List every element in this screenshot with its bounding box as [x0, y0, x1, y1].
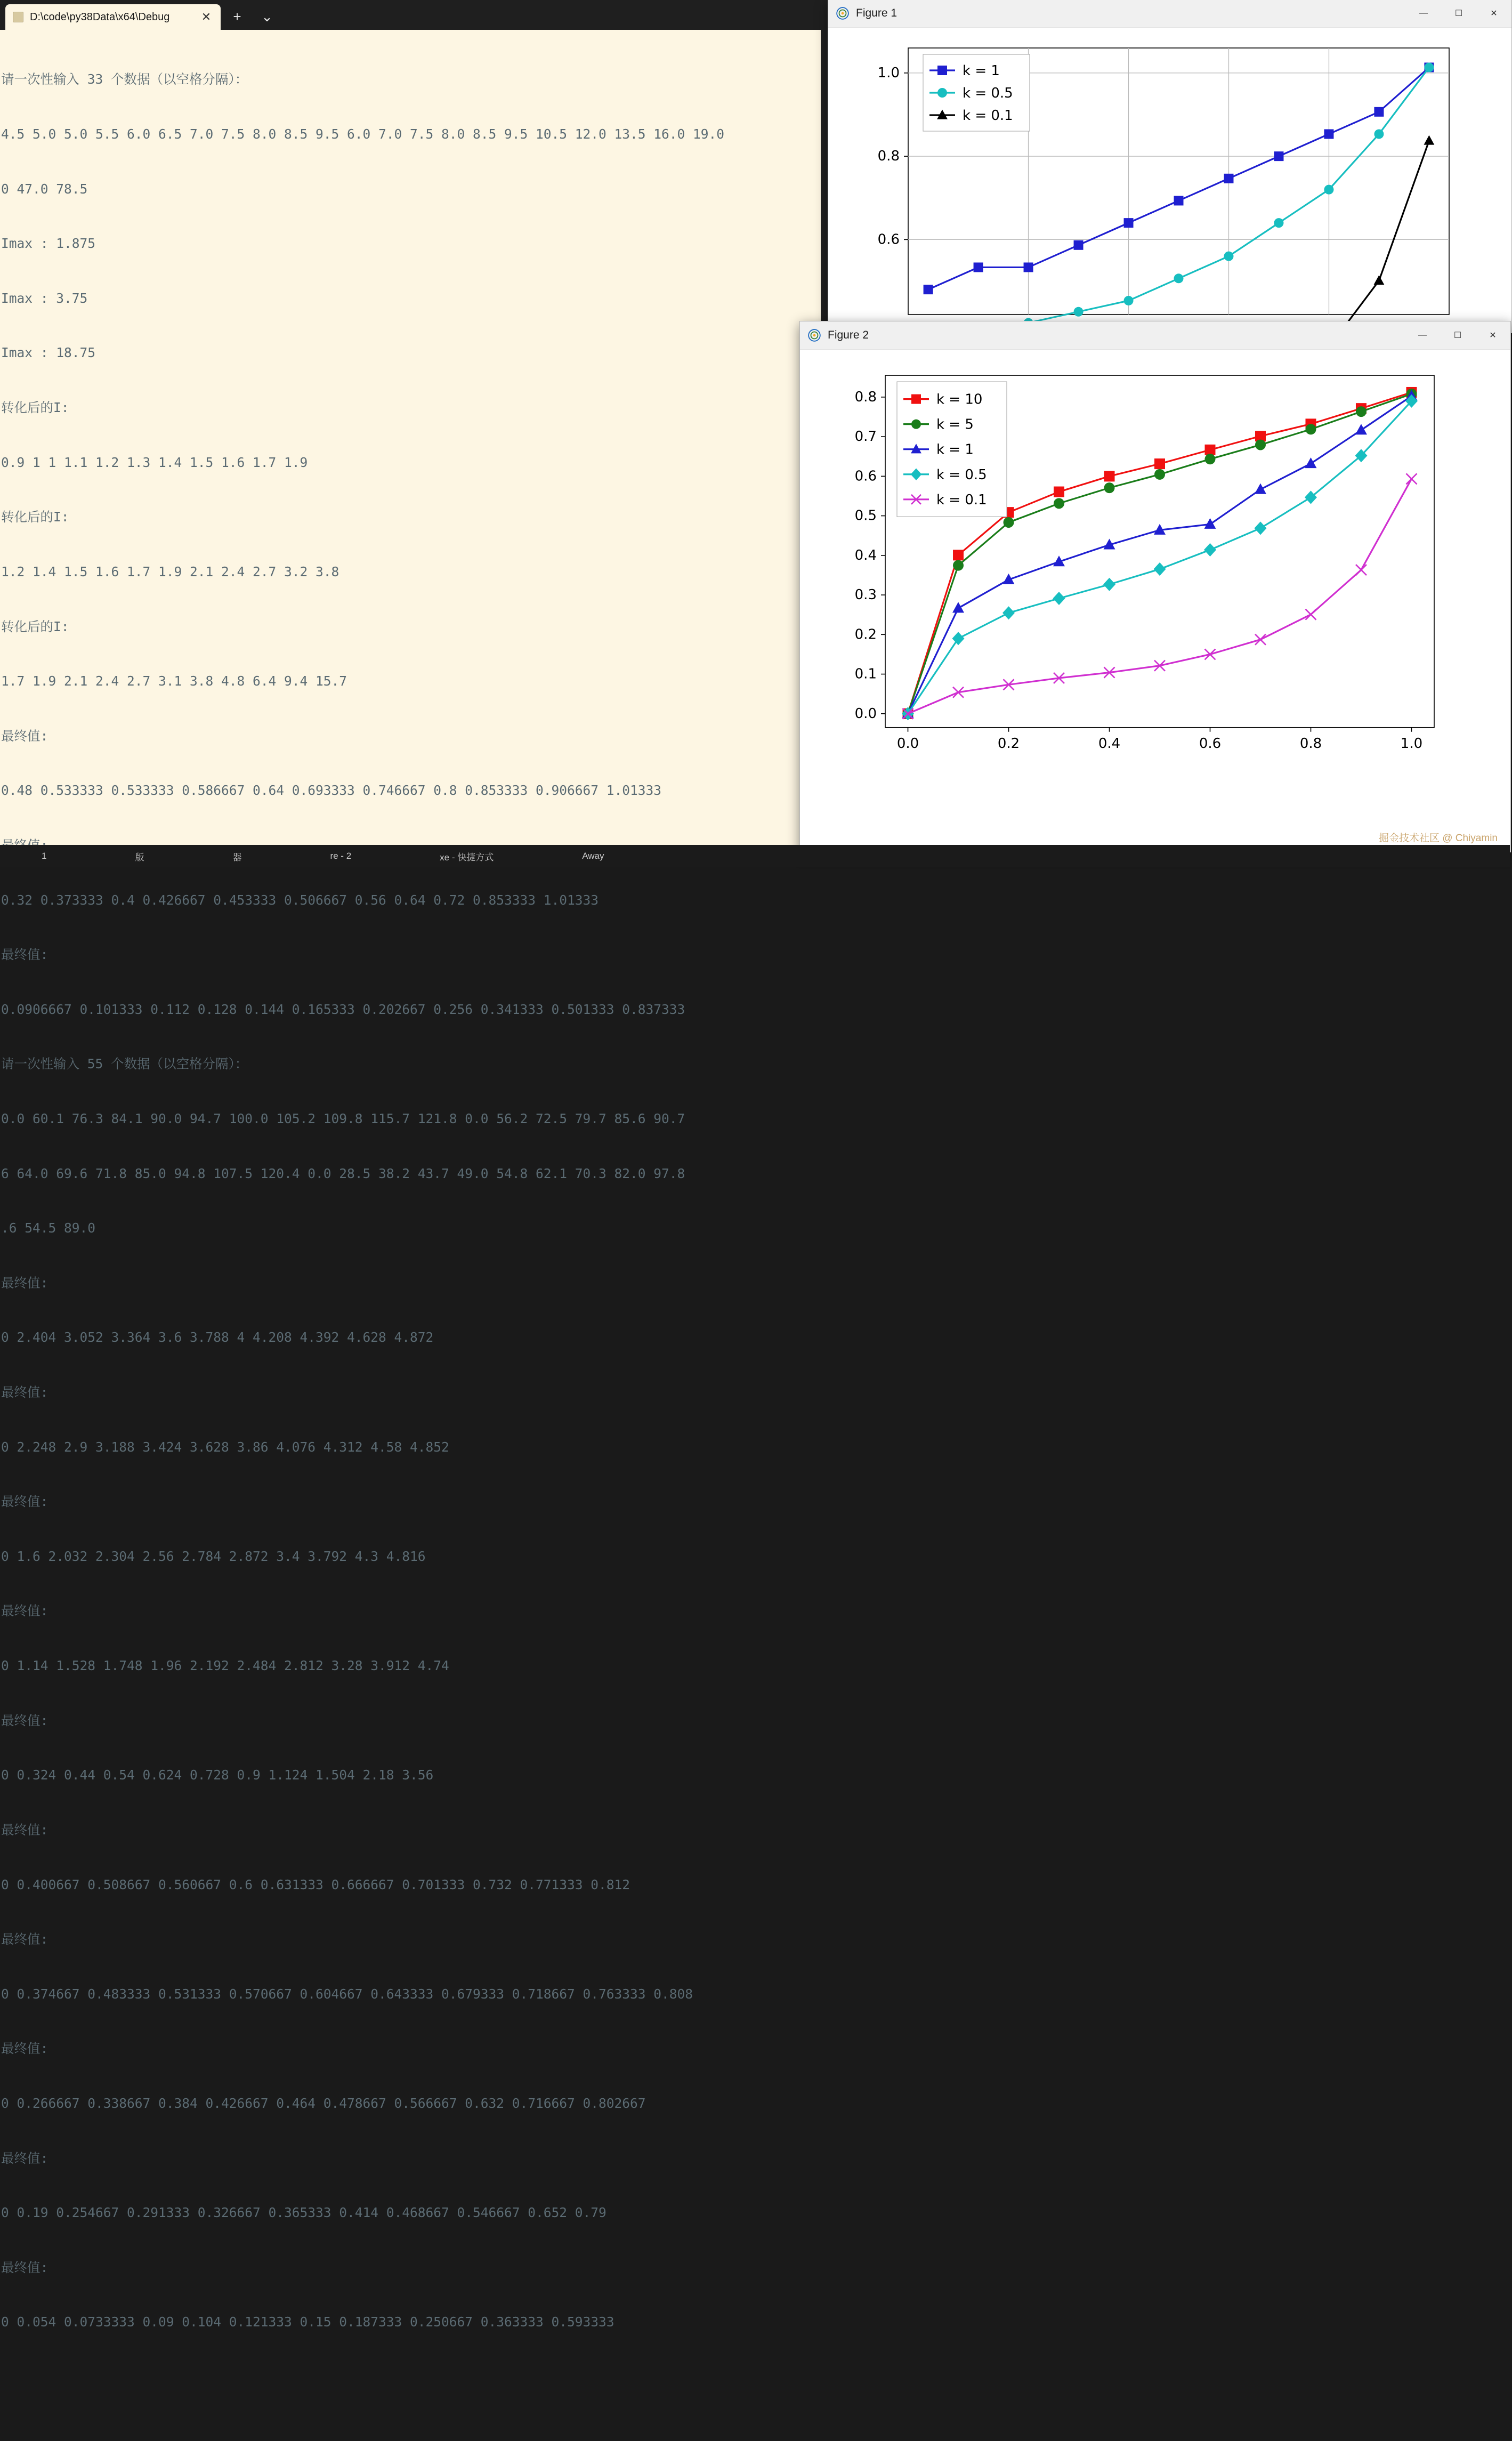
- taskbar-item[interactable]: Away: [582, 851, 604, 861]
- figure2-chart: [800, 350, 1510, 852]
- maximize-icon[interactable]: ☐: [1453, 331, 1462, 340]
- terminal-tab-title: D:\code\py38Data\x64\Debug: [30, 11, 170, 23]
- terminal-line: 最终值:: [1, 1384, 48, 1400]
- terminal-line: 0 1.14 1.528 1.748 1.96 2.192 2.484 2.812 3.28 3.912 4.74: [1, 1658, 449, 1674]
- svg-text:0.2: 0.2: [997, 735, 1020, 752]
- terminal-line: 4.5 5.0 5.0 5.5 6.0 6.5 7.0 7.5 8.0 8.5 9.5 6.0 7.0 7.5 8.0 8.5 9.5 10.5 12.0 13.5 16.0 19.0: [1, 126, 725, 142]
- terminal-line: 0.9 1 1 1.1 1.2 1.3 1.4 1.5 1.6 1.7 1.9: [1, 454, 308, 470]
- terminal-line: 请一次性输入 55 个数据（以空格分隔）：: [1, 1056, 248, 1072]
- taskbar-item[interactable]: 1: [42, 851, 47, 861]
- terminal-line: 0 0.266667 0.338667 0.384 0.426667 0.464 0.478667 0.566667 0.632 0.716667 0.802667: [1, 2095, 646, 2111]
- terminal-line: 1.7 1.9 2.1 2.4 2.7 3.1 3.8 4.8 6.4 9.4 15.7: [1, 673, 347, 689]
- terminal-line: 0 0.19 0.254667 0.291333 0.326667 0.365333 0.414 0.468667 0.546667 0.652 0.79: [1, 2205, 607, 2221]
- terminal-line: 转化后的I:: [1, 400, 69, 416]
- figure2-titlebar[interactable]: [800, 321, 1510, 350]
- terminal-line: 0 1.6 2.032 2.304 2.56 2.784 2.872 3.4 3.792 4.3 4.816: [1, 1548, 426, 1564]
- terminal-line: 转化后的I:: [1, 509, 69, 525]
- terminal-line: Imax : 18.75: [1, 345, 96, 361]
- svg-text:0.4: 0.4: [1098, 735, 1121, 752]
- svg-text:k = 0.1: k = 0.1: [963, 108, 1013, 124]
- maximize-icon[interactable]: ☐: [1454, 9, 1463, 18]
- svg-text:0.8: 0.8: [1299, 735, 1322, 752]
- svg-text:k = 0.1: k = 0.1: [936, 492, 987, 508]
- svg-text:k = 1: k = 1: [936, 441, 974, 458]
- terminal-line: 6 64.0 69.6 71.8 85.0 94.8 107.5 120.4 0.0 28.5 38.2 43.7 49.0 54.8 62.1 70.3 82.0 97.8: [1, 1165, 685, 1181]
- terminal-line: 请一次性输入 33 个数据（以空格分隔）：: [1, 71, 248, 87]
- figure1-window[interactable]: [828, 0, 1512, 333]
- terminal-line: 最终值:: [1, 947, 48, 963]
- svg-text:k = 0.5: k = 0.5: [963, 85, 1013, 101]
- close-icon[interactable]: ✕: [201, 10, 212, 23]
- svg-text:0.3: 0.3: [854, 587, 877, 603]
- terminal-line: 最终值:: [1, 2150, 48, 2166]
- terminal-line: 最终值:: [1, 728, 48, 744]
- svg-text:1.0: 1.0: [877, 65, 900, 81]
- terminal-line: 最终值:: [1, 1822, 48, 1838]
- terminal-line: 1.2 1.4 1.5 1.6 1.7 1.9 2.1 2.4 2.7 3.2 3.8: [1, 563, 339, 579]
- terminal-line: 0 2.248 2.9 3.188 3.424 3.628 3.86 4.076 4.312 4.58 4.852: [1, 1439, 449, 1455]
- svg-text:k = 10: k = 10: [936, 391, 983, 408]
- figure1-window-controls: [1406, 0, 1511, 27]
- figure2-title: Figure 2: [828, 329, 869, 341]
- chevron-down-icon[interactable]: ⌄: [261, 9, 273, 25]
- terminal-line: 0.0906667 0.101333 0.112 0.128 0.144 0.165333 0.202667 0.256 0.341333 0.501333 0.837333: [1, 1001, 685, 1017]
- svg-text:0.5: 0.5: [854, 507, 877, 524]
- terminal-line: 转化后的I:: [1, 618, 69, 634]
- terminal-line: 0 47.0 78.5: [1, 181, 88, 197]
- matplotlib-icon: [807, 328, 821, 342]
- watermark: 掘金技术社区 @ Chiyamin: [1378, 833, 1498, 844]
- terminal-line: Imax : 3.75: [1, 290, 88, 306]
- terminal-line: 0 0.400667 0.508667 0.560667 0.6 0.631333 0.666667 0.701333 0.732 0.771333 0.812: [1, 1876, 630, 1892]
- svg-text:0.7: 0.7: [854, 429, 877, 445]
- svg-text:0.6: 0.6: [877, 231, 900, 248]
- taskbar-item[interactable]: xe - 快捷方式: [440, 852, 494, 863]
- svg-text:k = 5: k = 5: [936, 416, 974, 433]
- figure2-window[interactable]: [799, 321, 1511, 852]
- terminal-line: 0 0.324 0.44 0.54 0.624 0.728 0.9 1.124 1.504 2.18 3.56: [1, 1767, 434, 1783]
- svg-text:k = 0.5: k = 0.5: [936, 466, 987, 483]
- figure2-window-controls: [1405, 321, 1510, 349]
- svg-text:0.8: 0.8: [877, 148, 900, 165]
- terminal-tabstrip: [0, 0, 821, 30]
- taskbar-item[interactable]: 版: [135, 852, 144, 863]
- taskbar[interactable]: [0, 845, 1510, 867]
- taskbar-item[interactable]: re - 2: [330, 851, 352, 861]
- svg-text:0.6: 0.6: [1199, 735, 1222, 752]
- svg-text:0.1: 0.1: [854, 666, 877, 682]
- close-icon[interactable]: ✕: [1490, 9, 1498, 18]
- svg-text:0.4: 0.4: [854, 547, 877, 563]
- terminal-line: 最终值:: [1, 1712, 48, 1728]
- terminal-line: 最终值:: [1, 1275, 48, 1291]
- terminal-line: Imax : 1.875: [1, 236, 96, 252]
- taskbar-item[interactable]: 器: [232, 852, 242, 863]
- svg-text:k = 1: k = 1: [963, 63, 1000, 79]
- svg-text:0.0: 0.0: [896, 735, 919, 752]
- terminal-line: 0 0.054 0.0733333 0.09 0.104 0.121333 0.15 0.187333 0.250667 0.363333 0.593333: [1, 2314, 614, 2330]
- terminal-line: 最终值:: [1, 1931, 48, 1947]
- terminal-line: 0.0 60.1 76.3 84.1 90.0 94.7 100.0 105.2 109.8 115.7 121.8 0.0 56.2 72.5 79.7 85.6 90.7: [1, 1110, 685, 1126]
- figure1-chart: [828, 28, 1511, 333]
- terminal-line: 0 0.374667 0.483333 0.531333 0.570667 0.604667 0.643333 0.679333 0.718667 0.763333 0.808: [1, 1986, 693, 2002]
- svg-text:0.0: 0.0: [854, 705, 877, 722]
- terminal-line: 最终值:: [1, 1603, 48, 1619]
- terminal-line: 0 2.404 3.052 3.364 3.6 3.788 4 4.208 4.392 4.628 4.872: [1, 1330, 434, 1346]
- terminal-line: 最终值:: [1, 2259, 48, 2275]
- figure1-title: Figure 1: [856, 7, 898, 19]
- matplotlib-icon: [836, 6, 850, 20]
- close-icon[interactable]: ✕: [1489, 331, 1497, 340]
- figure2-plot-area[interactable]: [800, 350, 1510, 852]
- terminal-icon: [13, 12, 23, 22]
- terminal-line: 0.48 0.533333 0.533333 0.586667 0.64 0.693333 0.746667 0.8 0.853333 0.906667 1.01333: [1, 783, 662, 799]
- figure1-titlebar[interactable]: [828, 0, 1511, 28]
- svg-text:1.0: 1.0: [1400, 735, 1423, 752]
- svg-text:0.8: 0.8: [854, 389, 877, 405]
- terminal-tab[interactable]: [5, 4, 221, 30]
- svg-text:0.2: 0.2: [854, 626, 877, 643]
- svg-text:0.6: 0.6: [854, 468, 877, 485]
- new-tab-icon[interactable]: +: [233, 9, 241, 25]
- terminal-line: 最终值:: [1, 2041, 48, 2057]
- minimize-icon[interactable]: —: [1419, 9, 1428, 18]
- terminal-line: 最终值:: [1, 1494, 48, 1510]
- figure1-plot-area[interactable]: [828, 28, 1511, 333]
- minimize-icon[interactable]: —: [1418, 331, 1427, 340]
- terminal-line: .6 54.5 89.0: [1, 1220, 96, 1236]
- terminal-line: 0.32 0.373333 0.4 0.426667 0.453333 0.506667 0.56 0.64 0.72 0.853333 1.01333: [1, 892, 599, 908]
